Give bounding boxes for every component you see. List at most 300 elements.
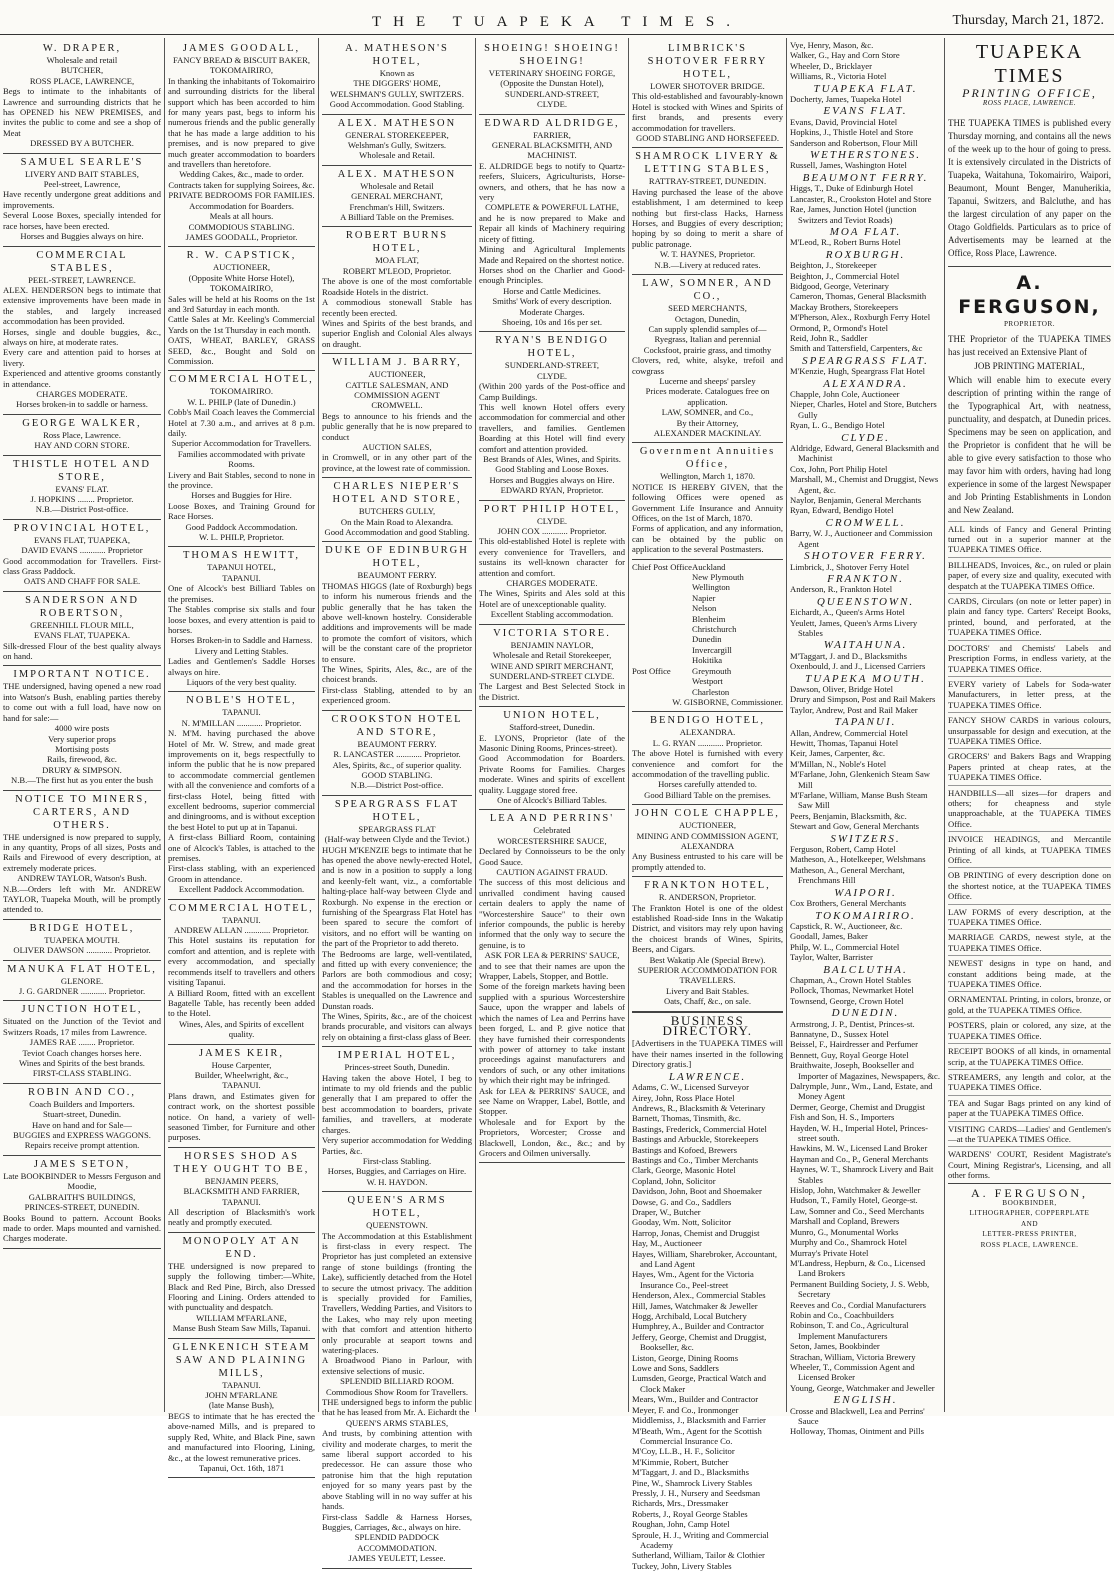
ad-line: N.B.—District Post-office. [35, 504, 129, 515]
ad-title: CHARLES NIEPER'S HOTEL AND STORE, [332, 481, 462, 506]
advertisement [322, 115, 472, 166]
ad-line: This well known Hotel offers every accommodation for commercial and other travellers, and families. Gentlemen Boarding at this Hotel will find every comfort and attention provided. [479, 401, 625, 454]
ad-line: Best Brands of Ales, Wines, and Spirits. [483, 454, 621, 464]
directory-town-heading: LAWRENCE. [668, 1070, 747, 1083]
directory-entry: Strachan, William, Victoria Brewery [790, 1351, 916, 1362]
advertisement [3, 247, 161, 415]
ad-line: R. LANCASTER ............ Proprietor. [333, 749, 461, 760]
ad-line: in Cromwell, or in any other part of the province, at the lowest rate of commission. [322, 452, 472, 473]
ad-line: Sales will be held at his Rooms on the 1st and 3rd Saturday in each month. [168, 293, 315, 314]
ad-title: MONOPOLY AT AN END. [182, 1235, 301, 1260]
ad-line: SPLENDID PADDOCK ACCOMMODATION. [354, 1532, 440, 1553]
ad-line: ALEX. HENDERSON begs to intimate that extensive improvements have been made in the stables, and largely increased accommodation has been provided. [3, 284, 161, 327]
ad-line: Liquors of the very best quality. [186, 676, 297, 687]
ad-line: EVANS FLAT, TUAPEKA, [34, 534, 130, 545]
ad-line: GENERAL BLACKSMITH, AND MACHINIST. [491, 140, 613, 161]
advertisement [3, 154, 161, 247]
directory-entry: Draper, W., Butcher [632, 1206, 701, 1217]
advertisement [168, 1148, 315, 1233]
ad-line: Welshman's Gully, Switzers. [347, 140, 447, 151]
ad-line: MINING AND COMMISSION AGENT, [636, 830, 779, 841]
ad-title: VICTORIA STORE. [493, 627, 611, 639]
ad-line: OLIVER DAWSON ............ Proprietor. [13, 945, 151, 956]
ad-line: Accommodation for Boarders. [189, 200, 294, 211]
ad-line: Mining and Agricultural Implements Made and Repaired on the shortest notice. [479, 244, 625, 265]
directory-entry: Cox, John, Port Philip Hotel [790, 463, 888, 474]
directory-entry: Taylor, Walter, Barrister [790, 952, 873, 963]
ad-line: ROBERT M'LEOD, Proprietor. [342, 265, 452, 276]
ad-line: TAPANUI. [222, 1379, 261, 1390]
printing-office-intro: THE TUAPEKA TIMES is published every Thursday morning, and contains all the news of the week up to the hour of going to press. It is extensively circulated in the Districts of Tuapeka, Waitahuna, Tokomairiro, Waipori, Beaumont, Mount Benger, Manuherikia, Tapanui, Switzers, and Balcluthe, and has the largest circulation of any paper on the Otago Goldfields. Particulars as to price of Advertisements may be learned at the Office, Ross Place, Lawrence. [948, 117, 1111, 258]
directory-entry: Sutherland, William, Tailor & Clothier [632, 1550, 765, 1561]
directory-entry: Hogg, Archibald, Local Butchery [632, 1311, 747, 1322]
ad-line: GREENHILL FLOUR MILL, [30, 619, 134, 630]
directory-entry: Hawkins, M. W., Licensed Land Broker [790, 1143, 928, 1154]
ad-line: CLYDE. [537, 99, 567, 110]
ad-line: FARRIER, [533, 129, 571, 140]
ad-line: A Billiard Table on the Premises. [340, 212, 454, 223]
directory-town-heading: BEAUMONT FERRY. [802, 171, 929, 184]
directory-intro: [Advertisers in the TUAPEKA TIMES will have their names inserted in the following Directory gratis.] [632, 1038, 783, 1070]
ad-title: CROOKSTON HOTEL AND STORE, [331, 713, 463, 738]
ad-title: EDWARD ALDRIDGE, [484, 117, 620, 129]
directory-entry: Ormond, P., Ormond's Hotel [790, 322, 888, 333]
ad-line: OATS AND CHAFF FOR SALE. [23, 576, 141, 587]
directory-entry: M'Taggart, J. and D., Blacksmiths [790, 650, 907, 661]
printing-office-place: ROSS PLACE, LAWRENCE. [982, 99, 1077, 108]
ad-line: FIRST-CLASS STABLING. [32, 1068, 132, 1079]
advertisement [3, 592, 161, 667]
ad-line: Horses and Buggies for Hire. [191, 490, 292, 501]
ad-line: LAW, SOMNER, and Co., [661, 407, 754, 418]
ad-line: JAMES GOODALL, Proprietor. [185, 231, 298, 242]
ad-line: Good Stabling and Loose Boxes. [495, 464, 609, 475]
printing-office-title: TUAPEKA TIMES [975, 41, 1084, 87]
ad-line: Rails, firewood, &c. [47, 754, 117, 765]
ad-line: Wholesale and retail [46, 55, 118, 65]
ad-line: Silk-dressed Flour of the best quality always on hand. [3, 640, 161, 662]
ad-line: N.B.—District Post-office. [350, 780, 444, 791]
ad-line: BENJAMIN PEERS, [204, 1175, 279, 1186]
directory-entry: Beighton, J., Storekeeper [790, 260, 877, 271]
ad-line: GOOD STABLING AND HORSEFEED. [635, 133, 780, 144]
ad-title: COMMERCIAL STABLES, [36, 249, 128, 274]
directory-entry: Hill, James, Watchmaker & Jeweller [632, 1300, 758, 1311]
ad-line: And trusts, by combining attention with civility and moderate charges, to merit the same liberal support accorded to his predecessor. He can assure those who patronise him that the high reputation enjoyed for so many years past by the above Stabling will in no way suffer at his hands. [322, 1428, 472, 1512]
column-3 [319, 40, 475, 1564]
masthead [0, 0, 1114, 35]
ad-line: THE undersigned is now prepared to supply, in any quantity, Props of all sizes, Posts and Rails and Firewood of every description, at extremely moderate prices. [3, 831, 161, 873]
advertisement [3, 666, 161, 790]
directory-town-heading: EVANS FLAT. [823, 105, 908, 118]
directory-entry: Goodall, James, Baker [790, 931, 868, 942]
directory-entry: Hayman and Co., P., General Merchants [790, 1153, 929, 1164]
directory-entry: M'Kimmie, Robert, Butcher [632, 1456, 729, 1467]
directory-entry: Pine, W., Shamrock Livery Stables [632, 1477, 753, 1488]
directory-entry: Robinson, T. and Co., Agricultural Implement Manufacturers [790, 1320, 909, 1341]
ad-line: BUTCHER, [60, 65, 104, 76]
ad-title: SPEARGRASS FLAT HOTEL, [334, 798, 460, 823]
ad-line: W. L. PHILP (late of Dunedin.) [187, 396, 296, 407]
ad-line: A Broadwood Piano in Parlour, with extensive selections of music. [322, 1355, 472, 1376]
directory-entry: Chapple, John Cole, Auctioneer [790, 389, 900, 399]
ad-line: Livery and Bait Stables. [665, 985, 750, 996]
ad-title: FRANKTON HOTEL, [644, 880, 771, 892]
ad-title: BENDIGO HOTEL, [650, 715, 765, 727]
advertisement [479, 332, 625, 500]
post-office-place: Charleston [692, 686, 730, 697]
ad-line: QUEENSTOWN. [366, 1220, 428, 1231]
directory-entry: Reeves and Co., Cordial Manufacturers [790, 1299, 927, 1310]
ad-line: Declared by Connoisseurs to be the only Good Sauce. [479, 846, 625, 867]
directory-entry: Docherty, James, Tuapeka Hotel [790, 94, 902, 105]
directory-town-heading: TUAPEKA FLAT. [813, 82, 918, 95]
post-office-list [632, 560, 783, 713]
ad-line: The Wines, Spirits and Ales sold at this Hotel are of unexceptionable quality. [479, 588, 625, 609]
ad-line: TAPANUI. [222, 914, 261, 925]
printing-office-subtitle: PRINTING OFFICE, [962, 86, 1097, 100]
directory-town-heading: WETHERSTONES. [809, 149, 922, 162]
directory-entry: Matheson, A., Hotelkeeper, Welshmans [790, 854, 926, 865]
post-office-place: Invercargill [692, 644, 732, 655]
printing-service-item: OB PRINTING of every description done on the shortest notice, at the TUAPEKA TIMES Office. [948, 867, 1111, 903]
directory-entry: Copland, John, Solicitor [632, 1175, 716, 1186]
advertisement [322, 40, 472, 115]
directory-entry: Barnett, Thomas, Tinsmith, &c. [632, 1113, 741, 1124]
ad-line: CAUTION AGAINST FRAUD. [496, 867, 608, 877]
printing-service-item: VISITING CARDS—Ladies' and Gentlemen's—at the TUAPEKA TIMES Office. [948, 1121, 1111, 1147]
ad-line: Stafford-street, Dunedin. [509, 722, 595, 733]
ad-line: Horses and Buggies always on hire. [20, 231, 144, 242]
ad-line: Wholesale and for Export by the Proprietors, Worcester; Crosse and Blackwell, London, &c., &c.; and by Grocers and Oilmen universally. [479, 1116, 625, 1158]
ad-line: Horses, single and double buggies, &c., always on hire, at moderate rates. [3, 326, 161, 347]
ad-line: SPEARGRASS FLAT [358, 823, 436, 834]
ad-line: Good Paddock Accommodation. [185, 521, 298, 532]
ad-line: Some of the foreign markets having been supplied with a spurious Worcestershire Sauce, upon the wrapper and labels of which the names of Lea and Perrins have been forged, L. and P. give notice that they have furnished their correspondents with power of attorney to take instant proceedings against manufacturers and vendors of such, or any other imitations by which their right may be infringed. [479, 981, 625, 1086]
ad-line: Livery and Letting Stables. [194, 645, 289, 656]
ad-title: ROBIN AND CO., [28, 1086, 136, 1098]
advertisement [632, 148, 783, 275]
directory-entry: Keir, James, Carpenter, &c. [790, 748, 886, 759]
ad-line: Cobb's Mail Coach leaves the Commercial Hotel at 7.30 a.m., and arrives at 8 p.m. daily. [168, 407, 315, 438]
chief-post-office-label: Chief Post Office [632, 561, 692, 572]
ad-line: SUNDERLAND-STREET CLYDE. [489, 670, 615, 681]
ad-line: and he is now prepared to Make and Repair all kinds of Machinery requiring nicety of fitting. [479, 212, 625, 244]
advertisement [3, 1084, 161, 1156]
ad-line: SUPERIOR ACCOMMODATION FOR TRAVELLERS. [637, 965, 778, 986]
ad-line: CHARGES MODERATE. [36, 388, 128, 399]
proprietor-name: A. FERGUSON, [958, 271, 1101, 318]
ad-line: By their Attorney, [676, 417, 739, 428]
advertisement [3, 961, 161, 1002]
post-office-place: Wellington [692, 582, 730, 593]
ad-line: Wines and Spirits of the best brands. [19, 1058, 145, 1069]
ad-line: DRURY & SIMPSON. [42, 764, 122, 775]
ad-title: Government Annuities Office, [639, 446, 776, 471]
directory-entry: Matheson, A., General Merchant, Frenchmans Hill [790, 864, 905, 886]
directory-entry: Smith and Tattersfield, Carpenters, &c [790, 343, 923, 354]
directory-entry: Aldridge, Edward, General Blacksmith and Machinist [790, 443, 939, 464]
printing-service-item: FANCY SHOW CARDS in various colours, unsurpassable for design and execution, at the TUAPEKA TIMES Office. [948, 712, 1111, 748]
ad-line: Can supply splendid samples of— [648, 323, 767, 334]
ad-line: Moderate Charges. [519, 306, 585, 317]
advertisement [322, 542, 472, 710]
ad-line: Superior Accommodation for Travellers. [171, 438, 312, 449]
ad-line: Having purchased the lease of the above establishment, I am determined to keep nothing but first-class Hacks, Harness Horses, and Buggies of every description; hoping by so doing to merit a share of public patronage. [632, 186, 783, 249]
post-office-place: Blenheim [692, 613, 726, 624]
column-6-directory [787, 40, 944, 1437]
directory-entry: Cox Brothers, General Merchants [790, 898, 906, 909]
ad-line: Cattle Sales at Mr. Keeling's Commercial Yards on the 1st Thursday in each month. [168, 314, 315, 335]
directory-entry: Crosse and Blackwell, Lea and Perrins' Sauce [790, 1405, 925, 1426]
directory-entry: Meyer, F. and Co., Ironmonger [632, 1404, 739, 1415]
ad-line: HAY AND CORN STORE. [34, 440, 130, 451]
ad-line: Any Business entrusted to his care will be promptly attended to. [632, 851, 783, 872]
ad-line: Tapanui, Oct. 16th, 1871 [198, 1462, 285, 1473]
ad-title: UNION HOTEL, [503, 710, 601, 722]
ad-line: WELSHMAN'S GULLY, SWITZERS. [330, 88, 464, 99]
directory-town-heading: QUEENSTOWN. [816, 595, 915, 608]
ad-title: IMPERIAL HOTEL, [337, 1050, 457, 1062]
directory-entry: Chapman, A., Crown Hotel Stables [790, 974, 912, 985]
ad-line: BEAUMONT FERRY. [357, 570, 437, 581]
advertisement [322, 227, 472, 354]
directory-entry: Tuckey, John, Livery Stables [632, 1560, 732, 1571]
printing-service-item: HANDBILLS—all sizes—for drapers and others; for cheapness and style unapproachable, at the TUAPEKA TIMES Office. [948, 785, 1111, 832]
advertisement [479, 707, 625, 810]
ad-line: ALEXANDRA. [679, 727, 736, 738]
directory-entry: Hayden, W. H., Imperial Hotel, Princes-street south. [790, 1122, 928, 1144]
ad-line: ANDREW ALLAN ............ Proprietor. [174, 925, 309, 936]
directory-entry: Hay, M., Auctioneer [632, 1238, 702, 1249]
ad-line: AUCTIONEER, [212, 262, 271, 273]
ad-line: and to see that their names are upon the Wrapper, Labels, Stopper, and Bottle. [479, 960, 625, 982]
ad-line: Coach Builders and Importers. [29, 1098, 135, 1109]
directory-entry: Hislop, John, Watchmaker & Jeweller [790, 1185, 921, 1196]
advertisement [632, 40, 783, 148]
job-notice-body: Which will enable him to execute every description of printing within the range of the Typographical Art, with neatness, punctuality, and despatch, at Dunedin prices. Specimens may be seen on application, and the Proprietor is confident that he will be able to give every satisfaction to those who may favor him with orders, having had long experience in some of the largest Newspaper and Job Printing Establishments in London and New Zealand. [948, 374, 1111, 515]
ad-line: JAMES YEULETT, Lessee. [348, 1553, 446, 1564]
directory-town-heading: WAITAHUNA. [823, 639, 908, 652]
directory-entry: Barry, W. J., Auctioneer and Commission Agent [790, 528, 933, 549]
ad-line: TUAPEKA MOUTH. [44, 934, 120, 945]
business-directory [632, 1012, 783, 1571]
ad-title: JOHN COLE CHAPPLE, [635, 808, 780, 820]
ad-line: N. M'M. having purchased the above Hotel of Mr. W. Strew, and made great improvements on it, begs respectfully to inform the public that he is now prepared to accommodate commercial gentlemen with all the convenience and comforts of a first-class Hotel, being fitted with excellent bedrooms, superior commercial and diningrooms, and is without exception the best Hotel to put up at in Tapanui. [168, 728, 315, 832]
directory-entry: Rae, James, Junction Hotel (junction Switzers and Teviot Roads) [790, 204, 917, 225]
ad-title: JUNCTION HOTEL, [21, 1004, 143, 1016]
advertisement [3, 415, 161, 456]
ad-line: One of Alcock's Billiard Tables. [497, 794, 607, 805]
ad-line: GLENORE. [60, 975, 104, 986]
ad-line: A first-class Billiard Room, containing one of Alcock's Tables, is attached to the premises. [168, 832, 315, 864]
ad-line: Manse Bush Steam Saw Mills, Tapanui. [172, 1323, 311, 1334]
advertisement [168, 1045, 315, 1148]
commissioner-signature: W. GISBORNE, Commissioner. [672, 696, 783, 707]
ad-line: R. ANDERSON, Proprietor. [658, 892, 757, 903]
ad-line: ASK FOR LEA & PERRINS' SAUCE, [484, 950, 620, 961]
directory-entry: M'Pherson, Alex., Roxburgh Ferry Hotel [790, 312, 931, 323]
post-office-place: Greymouth [692, 665, 732, 676]
ad-line: Good Accommodation and good Stabling. [324, 527, 470, 537]
advertisement [3, 40, 161, 154]
ad-line: Have recently undergone great additions and improvements. [3, 189, 161, 210]
directory-entry: Bastings and Arbuckle, Storekeepers [632, 1134, 759, 1145]
ad-line: TAPANUI. [222, 707, 261, 718]
directory-entry: Taylor, Andrew, Post and Rail Maker [790, 704, 918, 715]
ad-line: Contracts taken for supplying Soirees, &c. [168, 179, 315, 190]
ad-line: GENERAL STOREKEEPER, [345, 129, 449, 140]
ad-line: The success of this most delicious and unrivalled condiment having caused certain dealers to apply the name of "Worcestershire Sauce" to their own inferior compounds, the public is hereby informed that the only way to secure the genuine, is to [479, 877, 625, 950]
directory-entry: Lancaster, R., Crookston Hotel and Store [790, 193, 932, 204]
ad-line: Very superior accommodation for Wedding Parties, &c. [322, 1135, 472, 1156]
ad-line: COMPLETE & POWERFUL LATHE, [485, 202, 619, 213]
ad-line: First-class Stabling. [362, 1155, 432, 1166]
ad-title: PORT PHILIP HOTEL, [483, 503, 621, 515]
ad-title: MANUKA FLAT HOTEL, [7, 963, 157, 975]
directory-town-heading: FRANKTON. [827, 572, 904, 585]
advertisement [322, 711, 472, 796]
ad-line: PRINCES-STREET, DUNEDIN. [24, 1202, 140, 1213]
ad-line: N.B.—Orders left with Mr. ANDREW TAYLOR, Tuapeka Mouth, will be promptly attended to. [3, 883, 161, 915]
ad-line: TAPANUI. [222, 1196, 261, 1207]
ad-line: Repairs receive prompt attention. [24, 1140, 140, 1151]
directory-entry: M'Kenzie, Hugh, Speargrass Flat Hotel [790, 366, 926, 377]
directory-entry: Marshall and Copland, Brewers [790, 1216, 900, 1227]
column-5 [629, 40, 786, 1571]
ad-line: Every care and attention paid to horses at livery. [3, 347, 161, 368]
directory-entry: Philp, W. L., Commercial Hotel [790, 941, 900, 952]
printing-service-item: STREAMERS, any length and color, at the TUAPEKA TIMES Office. [948, 1069, 1111, 1095]
ad-line: ROSS PLACE, LAWRENCE, [29, 75, 135, 86]
ad-line: CATTLE SALESMAN, AND COMMISSION AGENT [345, 379, 449, 400]
ad-title: IMPORTANT NOTICE. [13, 669, 151, 681]
directory-entry: M'Coy, LL.B., H. F., Solicitor [632, 1446, 735, 1457]
ad-line: Wedding Cakes, &c., made to order. [179, 169, 304, 180]
ad-line: Very superior props [48, 733, 116, 744]
directory-entry: Hudson, T., Family Hotel, George-st. [790, 1195, 918, 1206]
directory-town-heading: TAPANUI. [834, 716, 897, 729]
printing-service-item: LAW FORMS of every description, at the TUAPEKA TIMES Office. [948, 904, 1111, 930]
ad-line: Ryegrass, Italian and perennial [654, 334, 761, 345]
ad-line: Stuart-street, Dunedin. [42, 1109, 122, 1120]
printing-service-item: NEWEST designs in type on hand, and constant additions being made, at the TUAPEKA TIMES Office. [948, 955, 1111, 991]
printing-service-item: INVOICE HEADINGS, and Mercantile Printing of all kinds, at TUAPEKA TIMES Office. [948, 831, 1111, 867]
ad-line: Wines and Spirits of the best brands, and superior English and Colonial Ales always on draught. [322, 317, 472, 349]
ad-line: WINE AND SPIRIT MERCHANT, [490, 660, 614, 671]
column-4 [476, 40, 628, 1410]
ad-line: First-class Stabling, attended to by an experienced groom. [322, 684, 472, 706]
footer-name: A. FERGUSON, [970, 1185, 1088, 1200]
directory-town-heading: MOA FLAT. [829, 225, 902, 238]
ad-line: Horses Broken-in to Saddle and Harness. [170, 635, 313, 646]
ad-line: Forms of application, and any information, can be obtained by the public on application to the several Postmasters. [632, 523, 783, 555]
directory-entry: Middlemiss, J., Blacksmith and Farrier [632, 1415, 766, 1426]
ad-line: Several Loose Boxes, specially intended for race horses, have been erected. [3, 210, 161, 231]
ad-line: SPLENDID BILLIARD ROOM. [340, 1376, 454, 1387]
directory-entry: Hayes, William, Sharebroker, Accountant, and Land Agent [632, 1248, 777, 1269]
printing-service-item: WARDENS' COURT, Resident Magistrate's Court, Mining Registrar's, Licensing, and all other forms. [948, 1146, 1111, 1182]
ad-line: The above is one of the most comfortable Roadside Hotels in the district. [322, 276, 472, 297]
directory-title: BUSINESS DIRECTORY. [632, 1012, 783, 1037]
ad-line: SUNDERLAND-STREET, [504, 360, 600, 371]
advertisement [3, 1156, 161, 1249]
ad-line: ALEXANDER MACKINLAY. [653, 427, 762, 438]
ad-line: BENJAMIN NAYLOR, [510, 639, 594, 650]
advertisement [632, 275, 783, 443]
ad-title: JAMES KEIR, [198, 1047, 284, 1059]
ad-line: BUTCHERS GULLY, [358, 506, 436, 517]
directory-entry: Permanent Building Society, J. S. Webb, Secretary [790, 1278, 930, 1300]
ad-title: NOTICE TO MINERS, CARTERS, AND OTHERS. [15, 793, 149, 831]
advertisement [168, 1339, 315, 1479]
directory-entry: Pressly, J. H., Nursery and Seedsman [632, 1487, 761, 1498]
ad-line: THE undersigned begs to inform the public that he has leased from Mr. A. Eichardt the [322, 1397, 472, 1418]
ad-line: TAPANUI. [222, 1080, 261, 1091]
directory-entry: Ferguson, Robert, Camp Hotel [790, 844, 896, 855]
advertisement [168, 1233, 315, 1339]
ad-line: ALEXANDRA [680, 840, 735, 851]
directory-entry: Armstrong, J. P., Dentist, Princes-st. [790, 1018, 915, 1029]
ad-line: AUCTIONEER, [678, 820, 737, 831]
ad-line: Octagon, Dunedin, [674, 313, 741, 324]
post-office-place: Westport [692, 676, 723, 687]
ad-line: DAVID EVANS ............ Proprietor [21, 545, 143, 556]
directory-entry: Davidson, John, Boot and Shoemaker [632, 1186, 762, 1197]
directory-entry: M'Farlane, John, Glenkenich Steam Saw Mill [790, 769, 930, 790]
directory-entry: Peers, Benjamin, Blacksmith, &c. [790, 810, 907, 821]
directory-entry: Hewitt, Thomas, Tapanui Hotel [790, 738, 899, 748]
ad-line: J. HOPKINS ........ Proprietor. [30, 494, 134, 504]
ad-title: SAMUEL SEARLE'S [20, 156, 144, 168]
ad-line: EVANS FLAT, TUAPEKA. [34, 630, 130, 641]
ad-line: Situated on the Junction of the Teviot and Switzers Roads, 17 miles from Lawrence. [3, 1016, 161, 1037]
ad-line: PEEL-STREET, LAWRENCE. [28, 274, 136, 285]
ad-line: JOHN M'FARLANE [205, 1390, 278, 1401]
ad-title: SHAMROCK LIVERY & LETTING STABLES, [635, 151, 780, 176]
directory-entry: M'Taggart, J. and D., Blacksmiths [632, 1467, 749, 1478]
printing-service-item: CARDS, Circulars (on note or letter paper) in plain and fancy type. Carters' Receipt Books, printed, bound, and perforated, at the TUAPEKA TIMES Office. [948, 593, 1111, 640]
ad-title: ALEX. MATHESON [337, 117, 457, 129]
printing-service-item: ALL kinds of Fancy and General Printing turned out in a superior manner at the TUAPEKA TIMES Office. [948, 521, 1111, 557]
directory-town-heading: TOKOMAIRIRO. [815, 909, 916, 922]
ad-line: BUGGIES and EXPRESS WAGGONS. [13, 1130, 151, 1141]
ad-line: GENERAL MERCHANT, [351, 191, 443, 202]
ad-title: LIMBRICK'S SHOTOVER FERRY HOTEL, [647, 43, 768, 80]
directory-entry: Marshall, M., Chemist and Druggist, News Agent, &c. [790, 474, 939, 495]
ad-line: Horses, Buggies, and Carriages on Hire. [327, 1166, 467, 1177]
directory-town-heading: SWITZERS. [830, 832, 901, 845]
ad-title: RYAN'S BENDIGO HOTEL, [495, 335, 609, 360]
ad-line: EVANS' FLAT. [55, 483, 109, 494]
printing-service-item: ORNAMENTAL Printing, in colors, bronze, or gold, at the TUAPEKA TIMES Office. [948, 991, 1111, 1017]
ad-line: THE undersigned is now prepared to supply the following timber:—White, Black and Red Pine, Birch, also Dressed Flooring and Lining. Orders attended to with punctuality and despatch. [168, 1260, 315, 1313]
ad-line: WORCESTERSHIRE SAUCE, [497, 835, 607, 846]
directory-town-heading: WAIPORI. [834, 886, 897, 899]
directory-entry: Wheeler, D., Bricklayer [790, 60, 872, 71]
ad-title: HORSES SHOD AS THEY OUGHT TO BE, [173, 1150, 310, 1175]
directory-entry: M'Leod, R., Robert Burns Hotel [790, 237, 901, 248]
directory-entry: Bastings, Frederick, Commercial Hotel [632, 1123, 767, 1134]
ad-line: DRESSED BY A BUTCHER. [30, 138, 134, 149]
directory-entry: Bastings and Kofoed, Brewers [632, 1144, 738, 1155]
post-office-place: Christchurch [692, 624, 737, 635]
footer-role-2: LITHOGRAPHER, COPPERPLATE [969, 1209, 1090, 1218]
ad-line: Wholesale and Retail Storekeeper, [492, 650, 612, 661]
ad-line: Horses broken-in to saddle or harness. [16, 399, 148, 410]
ad-title: THOMAS HEWITT, [182, 550, 301, 562]
issue-date: Thursday, March 21, 1872. [952, 13, 1104, 28]
